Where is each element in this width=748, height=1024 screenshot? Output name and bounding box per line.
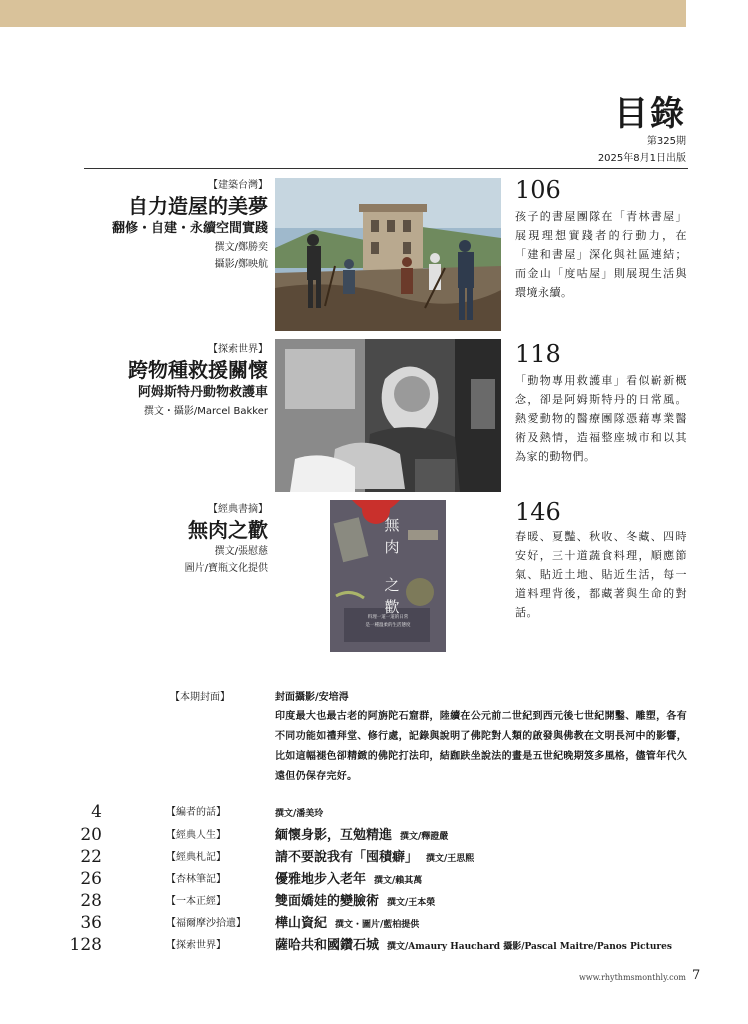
feature-title[interactable]: 跨物種救援關懷 xyxy=(128,358,268,382)
feature-page-number: 106 xyxy=(515,176,561,204)
feature-credit: 撰文・攝影/Marcel Bakker xyxy=(143,406,268,417)
toc-title[interactable]: 請不要說我有「囤積癖」 撰文/王思熙 xyxy=(275,850,475,865)
feature-photo-ambulance xyxy=(275,339,501,492)
cover-credit: 封面攝影/安培淂 xyxy=(275,692,349,703)
toc-row[interactable] xyxy=(0,913,748,934)
feature-subtitle: 阿姆斯特丹動物救護車 xyxy=(137,385,268,400)
feature-description: 「動物專用救護車」看似嶄新概念，卻是阿姆斯特丹的日常風。熱愛動物的醫療團隊憑藉專業醫術及熱情，造福整座城市和以其為家的動物們。 xyxy=(515,374,687,463)
toc-category: 【福爾摩沙拾遺】 xyxy=(166,918,246,929)
feature-category: 【探索世界】 xyxy=(208,344,268,355)
toc-row[interactable] xyxy=(0,935,748,956)
footer-url[interactable]: www.rhythmsmonthly.com xyxy=(578,973,686,982)
feature-credit: 攝影/鄭映航 xyxy=(214,259,268,270)
toc-title[interactable]: 優雅地步入老年 撰文/賴其萬 xyxy=(275,872,423,887)
feature-text xyxy=(185,500,268,577)
toc-page-number: 28 xyxy=(80,891,102,911)
feature-credit: 撰文/鄭勝奕 xyxy=(214,242,268,253)
page-title: 目錄 xyxy=(614,94,686,134)
feature-page-number: 118 xyxy=(515,340,561,368)
feature-category: 【經典書摘】 xyxy=(208,504,268,515)
toc-row[interactable] xyxy=(0,891,748,912)
feature-subtitle: 翻修・自建・永續空間實踐 xyxy=(111,221,268,236)
toc-credit: 撰文/Amaury Hauchard 攝影/Pascal Maitre/Panos Pictures xyxy=(387,942,672,952)
toc-row[interactable] xyxy=(0,802,748,823)
toc-page-number: 26 xyxy=(80,869,102,889)
issue-info xyxy=(598,133,686,167)
toc-category: 【經典人生】 xyxy=(166,830,226,841)
toc-category: 【一本正經】 xyxy=(166,896,226,907)
feature-credit: 撰文/張慰慈 xyxy=(214,546,268,557)
toc-title[interactable]: 雙面嬌娃的變臉術 撰文/王本榮 xyxy=(275,894,436,909)
toc-row[interactable] xyxy=(0,847,748,868)
toc-credit: 撰文/王思熙 xyxy=(426,854,475,864)
toc-row[interactable] xyxy=(0,825,748,846)
toc-credit: 撰文・圖片/藍柏提供 xyxy=(335,920,420,930)
feature-credit: 圖片/寶瓶文化提供 xyxy=(184,563,268,574)
toc-page-number: 36 xyxy=(80,913,102,933)
issue-number: 第325期 xyxy=(646,136,686,147)
book-cover-image xyxy=(330,500,446,652)
toc-category: 【經典札記】 xyxy=(166,852,226,863)
book-cover-title: 無 肉 之 歡 xyxy=(384,516,400,616)
feature-text xyxy=(112,176,268,273)
toc-credit: 撰文/釋證嚴 xyxy=(400,832,449,842)
toc-page-number: 128 xyxy=(69,935,102,955)
toc-title[interactable] xyxy=(275,802,323,825)
toc-page-number: 20 xyxy=(80,825,102,845)
feature-title[interactable]: 自力造屋的美夢 xyxy=(128,194,268,218)
toc-title[interactable]: 薩哈共和國鑽石城 撰文/Amaury Hauchard 攝影/Pascal Maitre/Panos Pictures xyxy=(275,938,672,953)
feature-page-number: 146 xyxy=(515,498,561,526)
toc-category: 【杏林筆記】 xyxy=(166,874,226,885)
feature-text xyxy=(128,340,268,420)
toc-category: 【探索世界】 xyxy=(166,940,226,951)
cover-description: 印度最大也最古老的阿旃陀石窟群，陸續在公元前二世紀到西元後七世紀開鑿、雕塑，各有不同功能如禮拜堂、修行處，記錄與說明了佛陀對人類的啟發與佛教在文明長河中的影響，比如這幅褪色卻精緻的佛陀打法印，結跏趺坐說法的畫是五世紀晚期笈多風格，儘管年代久遠但仍保存完好。 xyxy=(275,711,687,782)
footer-page-number: 7 xyxy=(692,968,701,983)
feature-category: 【建築台灣】 xyxy=(208,180,268,191)
issue-date: 2025年8月1日出版 xyxy=(597,153,686,164)
feature-photo-construction xyxy=(275,178,501,331)
feature-description: 孩子的書屋團隊在「青林書屋」展現理想實踐者的行動力，在「建和書屋」深化與社區連結；而金山「度咕屋」則展現生活與環境永續。 xyxy=(515,210,687,299)
toc-title[interactable]: 樺山資紀 撰文・圖片/藍柏提供 xyxy=(275,916,420,931)
toc-row[interactable] xyxy=(0,869,748,890)
toc-credit: 撰文/潘美玲 xyxy=(275,809,324,819)
toc-credit: 撰文/賴其萬 xyxy=(374,876,423,886)
feature-description: 春暖、夏豔、秋收、冬藏、四時安好，三十道蔬食料理，順應節氣、貼近土地、貼近生活，每一道料理背後，都藏著與生命的對話。 xyxy=(515,530,687,619)
toc-page-number: 4 xyxy=(91,802,102,822)
feature-title[interactable]: 無肉之歡 xyxy=(188,518,268,542)
toc-credit: 撰文/王本榮 xyxy=(387,898,436,908)
toc-category: 【編者的話】 xyxy=(166,807,226,818)
cover-category: 【本期封面】 xyxy=(170,692,230,703)
toc-page-number: 22 xyxy=(80,847,102,867)
toc-title[interactable]: 緬懷身影，互勉精進 撰文/釋證嚴 xyxy=(275,828,449,843)
top-color-bar xyxy=(0,0,686,27)
book-cover-tagline: 料理一道一道的日常 是一種溫柔的生活態度 xyxy=(365,615,411,628)
header-divider xyxy=(84,168,688,169)
